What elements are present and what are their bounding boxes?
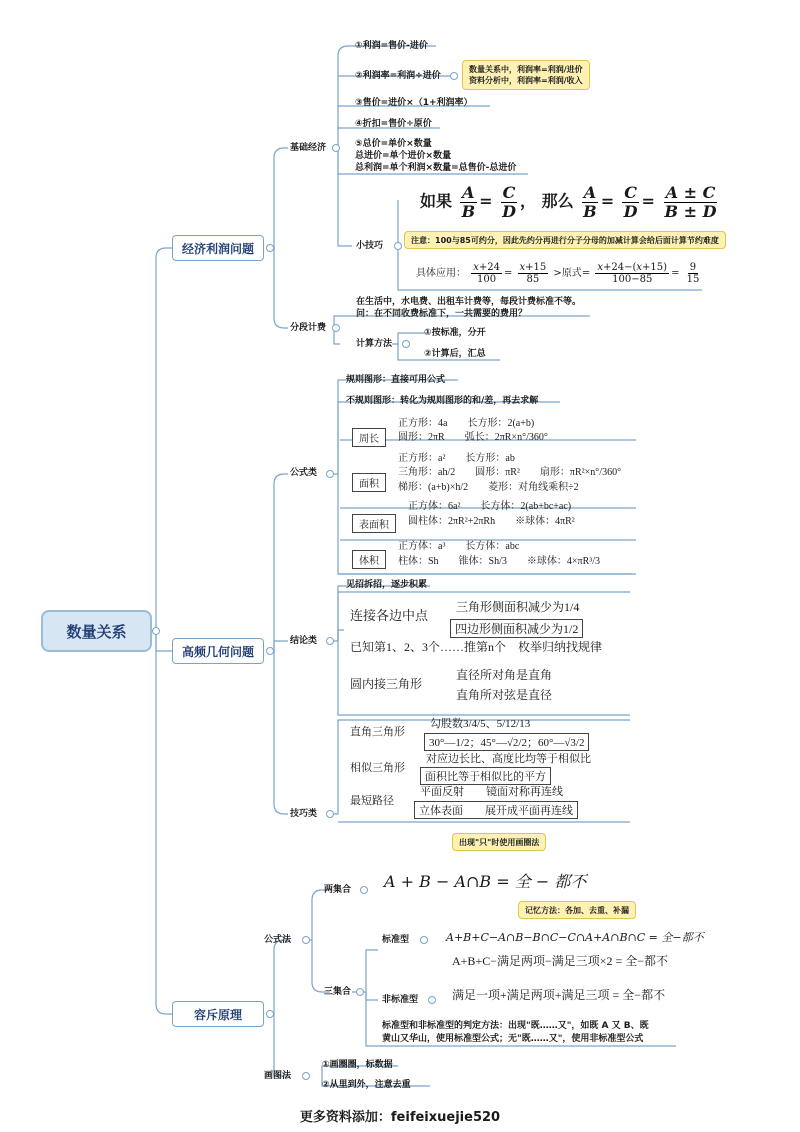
draw-step2: ②从里到外，注意去重 <box>322 1080 411 1090</box>
collapse-toggle[interactable] <box>332 144 340 152</box>
collapse-toggle[interactable] <box>332 324 340 332</box>
skill-class-label[interactable]: 技巧类 <box>290 809 318 819</box>
nonstandard-formula1: A+B+C−满足两项−满足三项×2 = 全−都不 <box>452 954 669 968</box>
topic-geometry[interactable]: 高频几何问题 <box>172 638 264 664</box>
method-separate: ①按标准，分开 <box>424 328 486 338</box>
conclusion-class-label[interactable]: 结论类 <box>290 636 318 646</box>
method-summarize: ②计算后，汇总 <box>424 349 486 359</box>
two-sets-formula: A + B − A∩B = 全 − 都不 <box>384 872 587 891</box>
profit-rate-note: 数量关系中，利润率=利润/进价 资料分析中，利润率=利润/收入 <box>462 60 590 90</box>
tips-label[interactable]: 小技巧 <box>356 241 384 251</box>
collapse-toggle[interactable] <box>394 242 402 250</box>
midpoint-rule: 连接各边中点 <box>350 608 429 623</box>
collapse-toggle[interactable] <box>152 627 160 635</box>
segment-billing-label[interactable]: 分段计费 <box>290 323 327 333</box>
area-line1: 正方形：a² 长方形：ab <box>398 453 515 464</box>
collapse-toggle[interactable] <box>326 470 334 478</box>
formula-total: ⑤总价=单价×数量 总进价=单个进价×数量 总利润=单个利润×数量=总售价-总进价 <box>355 139 517 173</box>
regular-shape-rule: 规则图形：直接可用公式 <box>346 375 446 385</box>
collapse-toggle[interactable] <box>360 886 368 894</box>
triangle-area-rule: 三角形侧面积减少为1/4 <box>456 600 580 614</box>
perimeter-line2: 圆形：2πR 弧长：2πR×n°/360° <box>398 432 548 443</box>
reduction-note: 注意：100与85可约分，因此先约分再进行分子分母的加减计算会给后面计算节约难度 <box>404 231 726 249</box>
induction-rule: 已知第1、2、3个……推第n个 枚举归纳找规律 <box>350 640 603 654</box>
similar-triangle: 相似三角形 <box>350 762 405 774</box>
collapse-toggle[interactable] <box>326 810 334 818</box>
irregular-shape-rule: 不规则图形：转化为规则图形的和/差，再去求解 <box>346 396 539 406</box>
inscribed-triangle: 圆内接三角形 <box>350 677 423 691</box>
nonstandard-type-label[interactable]: 非标准型 <box>382 995 419 1005</box>
solid-surface: 立体表面 展开成平面再连线 <box>414 801 578 819</box>
area-line3: 梯形：(a+b)×h/2 菱形：对角线乘积÷2 <box>398 482 579 493</box>
topic-econ-profit[interactable]: 经济利润问题 <box>172 235 264 261</box>
conclusion-header: 见招拆招，逐步积累 <box>346 580 428 590</box>
nonstandard-formula2: 满足一项+满足两项+满足三项 = 全−都不 <box>452 988 666 1002</box>
volume-line1: 正方体：a³ 长方体：abc <box>398 541 520 552</box>
pythagorean-triples: 勾股数3/4/5、5/12/13 <box>430 718 531 730</box>
segment-desc: 在生活中，水电费、出租车计费等，每段计费标准不等。 问：在不同收费标准下，一共需要的费用？ <box>356 297 582 319</box>
collapse-toggle[interactable] <box>266 647 274 655</box>
formula-selling-price: ③售价=进价×（1+利润率） <box>355 98 473 108</box>
three-sets-label[interactable]: 三集合 <box>324 987 352 997</box>
surface-area-tag: 表面积 <box>352 514 396 533</box>
ratio-rule: 如果 $\frac{A}{B}$ = $\frac{C}{D}$ ， 那么 $\frac{A}{B}$ = $\frac{C}{D}$ = $\frac{A \pm C}{B \pm D}$ <box>420 183 717 221</box>
collapse-toggle[interactable] <box>326 637 334 645</box>
memory-method-note: 记忆方法：各加、去重、补漏 <box>518 901 636 919</box>
collapse-toggle[interactable] <box>302 1072 310 1080</box>
perimeter-tag: 周长 <box>352 428 386 447</box>
diameter-rule1: 直径所对角是直角 <box>456 668 553 682</box>
type-judgment: 标准型和非标准型的判定方法：出现"既……又"，如既 A 又 B、既 黄山又华山，使用标准型公式；无"既……又"，使用非标准型公式 <box>382 1021 649 1044</box>
formula-method-label[interactable]: 公式法 <box>264 935 292 945</box>
draw-method-note: 出现"只"时使用画圈法 <box>452 833 546 851</box>
formula-profit-rate: ②利润率=利润÷进价 <box>355 71 441 81</box>
area-tag: 面积 <box>352 473 386 492</box>
collapse-toggle[interactable] <box>428 996 436 1004</box>
collapse-toggle[interactable] <box>450 72 458 80</box>
quad-area-rule: 四边形侧面积减少为1/2 <box>450 619 583 638</box>
surface-line2: 圆柱体：2πR²+2πRh ※球体：4πR² <box>408 516 575 527</box>
basic-econ-label[interactable]: 基础经济 <box>290 143 327 153</box>
special-angles: 30°—1/2；45°—√2/2；60°—√3/2 <box>424 733 589 751</box>
collapse-toggle[interactable] <box>402 340 410 348</box>
collapse-toggle[interactable] <box>302 936 310 944</box>
footer-contact: 更多资料添加：feifeixuejie520 <box>299 1110 501 1125</box>
volume-line2: 柱体：Sh 锥体：Sh/3 ※球体：4×πR³/3 <box>398 556 601 567</box>
volume-tag: 体积 <box>352 550 386 569</box>
topic-inclusion-exclusion[interactable]: 容斥原理 <box>172 1001 264 1027</box>
surface-line1: 正方体：6a² 长方体：2(ab+bc+ac) <box>408 501 572 512</box>
right-triangle: 直角三角形 <box>350 726 405 738</box>
similar-area: 面积比等于相似比的平方 <box>420 767 551 785</box>
standard-formula: A+B+C−A∩B−B∩C−C∩A+A∩B∩C = 全−都不 <box>446 931 704 944</box>
draw-step1: ①画圈圈，标数据 <box>322 1060 393 1070</box>
shortest-path: 最短路径 <box>350 795 394 807</box>
plane-reflection: 平面反射 镜面对称再连线 <box>420 786 563 798</box>
calc-method-label[interactable]: 计算方法 <box>356 339 393 349</box>
collapse-toggle[interactable] <box>266 1010 274 1018</box>
two-sets-label[interactable]: 两集合 <box>324 885 352 895</box>
formula-discount: ④折扣=售价÷原价 <box>355 119 432 129</box>
collapse-toggle[interactable] <box>420 936 428 944</box>
formula-class-label[interactable]: 公式类 <box>290 468 318 478</box>
standard-type-label[interactable]: 标准型 <box>382 935 410 945</box>
perimeter-line1: 正方形：4a 长方形：2(a+b) <box>398 418 535 429</box>
area-line2: 三角形：ah/2 圆形：πR² 扇形：πR²×n°/360° <box>398 467 622 478</box>
collapse-toggle[interactable] <box>356 988 364 996</box>
root-topic[interactable]: 数量关系 <box>41 610 152 652</box>
application-example: 具体应用： $\frac{x+24}{100}$ = $\frac{x+15}{85}$ >原式= $\frac{x+24-(x+15)}{100-85}$ = $\frac{9}{15}$ <box>416 262 700 285</box>
diameter-rule2: 直角所对弦是直径 <box>456 688 553 702</box>
similar-ratio: 对应边长比、高度比均等于相似比 <box>426 753 591 765</box>
collapse-toggle[interactable] <box>266 244 274 252</box>
drawing-method-label[interactable]: 画图法 <box>264 1071 292 1081</box>
formula-profit: ①利润=售价-进价 <box>355 41 428 51</box>
